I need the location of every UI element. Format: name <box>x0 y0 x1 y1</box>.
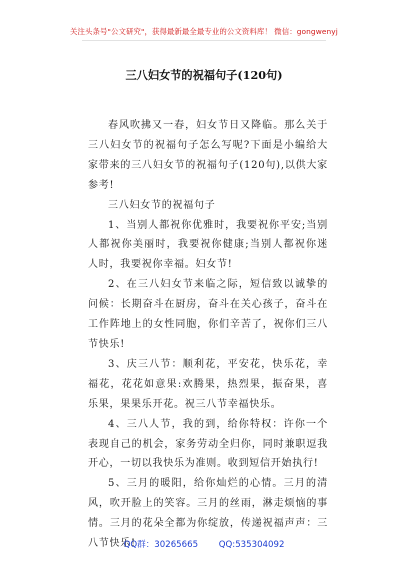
footer-contact <box>0 538 408 550</box>
header-banner <box>0 26 408 37</box>
header-divider <box>82 40 326 41</box>
paragraph-intro: 春风吹拂又一春，妇女节日又降临。那么关于三八妇女节的祝福句子怎么写呢?下面是小编给大家带来的三八妇女节的祝福句子(120句),以供大家参考! <box>88 120 328 191</box>
paragraph-subheading: 三八妇女节的祝福句子 <box>108 199 216 211</box>
paragraph-item-3: 3、庆三八节：顺利花，平安花，快乐花，幸福花，花花如意果:欢腾果，热烈果，振奋果，喜乐果，果果乐开花。祝三八节幸福快乐。 <box>88 358 328 410</box>
document-body <box>88 116 328 554</box>
header-banner-text: 关注头条号"公文研究"，获得最新最全最专业的公文资料库！ <box>70 27 272 36</box>
paragraph-item-2: 2、在三八妇女节来临之际，短信致以诚挚的问候：长期奋斗在厨房，奋斗在关心孩子，奋斗在工作阵地上的女性同胞，你们辛苦了，祝你们三八节快乐! <box>88 279 328 350</box>
footer-qq-group: QQ群：30265665 <box>123 540 199 550</box>
paragraph-item-4: 4、三八人节，我的到，给你特权：许你一个表现自己的机会，家务劳动全归你，同时兼职逗我开心，一切以我快乐为准则。收到短信开始执行! <box>88 418 328 470</box>
footer-qq-number: QQ:535304092 <box>218 540 285 550</box>
paragraph-item-5: 5、三月的暖阳，给你灿烂的心情。三月的清风，吹开脸上的笑容。三月的丝雨，淋走烦恼的事情。三月的花朵全都为你绽放，传递祝福声声：三八节快乐! <box>88 478 328 550</box>
document-title: 三八妇女节的祝福句子(120句) <box>125 68 283 82</box>
paragraph-item-1: 1、当别人都祝你优雅时，我要祝你平安;当别人都祝你美丽时，我要祝你健康;当别人都祝你迷人时，我要祝你幸福。妇女节! <box>88 219 328 271</box>
header-contact: 微信：gongwenyj <box>274 27 338 36</box>
